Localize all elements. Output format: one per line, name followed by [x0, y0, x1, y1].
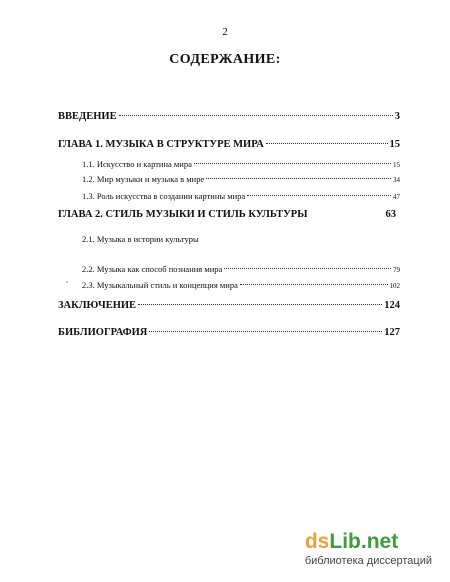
toc-entry-label: ЗАКЛЮЧЕНИЕ — [58, 299, 137, 311]
toc-leader-dots — [247, 186, 391, 196]
toc-entry-section-1-3 — [82, 189, 400, 201]
toc-entry-section-2-3 — [82, 278, 400, 290]
toc-entry-conclusion — [58, 296, 400, 311]
toc-entry-page: 79 — [393, 265, 400, 274]
toc-entry-page: 15 — [389, 138, 400, 150]
toc-entry-page: 102 — [389, 281, 400, 290]
toc-entry-section-2-1 — [82, 234, 400, 244]
toc-entry-label: 2.1. Музыка в истории культуры — [82, 234, 199, 244]
page-number: 2 — [222, 26, 228, 38]
toc-leader-dots — [194, 154, 391, 164]
toc-entry-page: 15 — [393, 160, 400, 169]
toc-entry-page: 127 — [384, 326, 400, 338]
toc-entry-introduction — [58, 107, 400, 122]
toc-entry-label: ГЛАВА 1. МУЗЫКА В СТРУКТУРЕ МИРА — [58, 138, 264, 150]
toc-leader-dots — [206, 169, 391, 179]
toc-leader-dots — [149, 320, 382, 332]
toc-leader-dots — [266, 132, 388, 144]
toc-entry-bibliography — [58, 323, 400, 338]
dslib-logo: dsLib.net — [304, 530, 399, 553]
toc-entry-chapter-2 — [58, 209, 396, 220]
toc-entry-section-2-2 — [82, 262, 400, 274]
toc-entry-label: 1.2. Мир музыки и музыка в мире — [82, 173, 205, 184]
toc-entry-section-1-2 — [82, 172, 400, 184]
toc-entry-label: 1.3. Роль искусства в создании картины мира — [82, 190, 246, 201]
scan-speck — [66, 281, 68, 283]
toc-entry-label: ВВЕДЕНИЕ — [58, 110, 117, 122]
toc-entry-label: 2.2. Музыка как способ познания мира — [82, 263, 223, 274]
toc-entry-page: 47 — [393, 192, 400, 201]
toc-entry-label: ГЛАВА 2. СТИЛЬ МУЗЫКИ И СТИЛЬ КУЛЬТУРЫ — [58, 209, 308, 220]
dslib-tagline: библиотека диссертаций — [304, 555, 432, 567]
toc-leader-dots — [119, 104, 393, 116]
toc-leader-dots — [240, 275, 388, 285]
toc-entry-page: 3 — [394, 110, 400, 122]
toc-leader-dots — [138, 293, 382, 305]
toc-leader-dots — [224, 259, 391, 269]
toc-entry-chapter-1 — [58, 135, 400, 150]
toc-entry-page: 63 — [385, 209, 396, 220]
toc-entry-label: 2.3. Музыкальный стиль и концепция мира — [82, 279, 238, 290]
toc-title: СОДЕРЖАНИЕ: — [169, 52, 281, 67]
toc-entry-label: 1.1. Искусство и картина мира — [82, 158, 192, 169]
toc-entry-page: 124 — [384, 299, 400, 311]
toc-entry-label: БИБЛИОГРАФИЯ — [58, 326, 148, 338]
dslib-watermark[interactable] — [305, 531, 432, 568]
toc-entry-page: 34 — [393, 175, 400, 184]
toc-entry-section-1-1 — [82, 157, 400, 169]
